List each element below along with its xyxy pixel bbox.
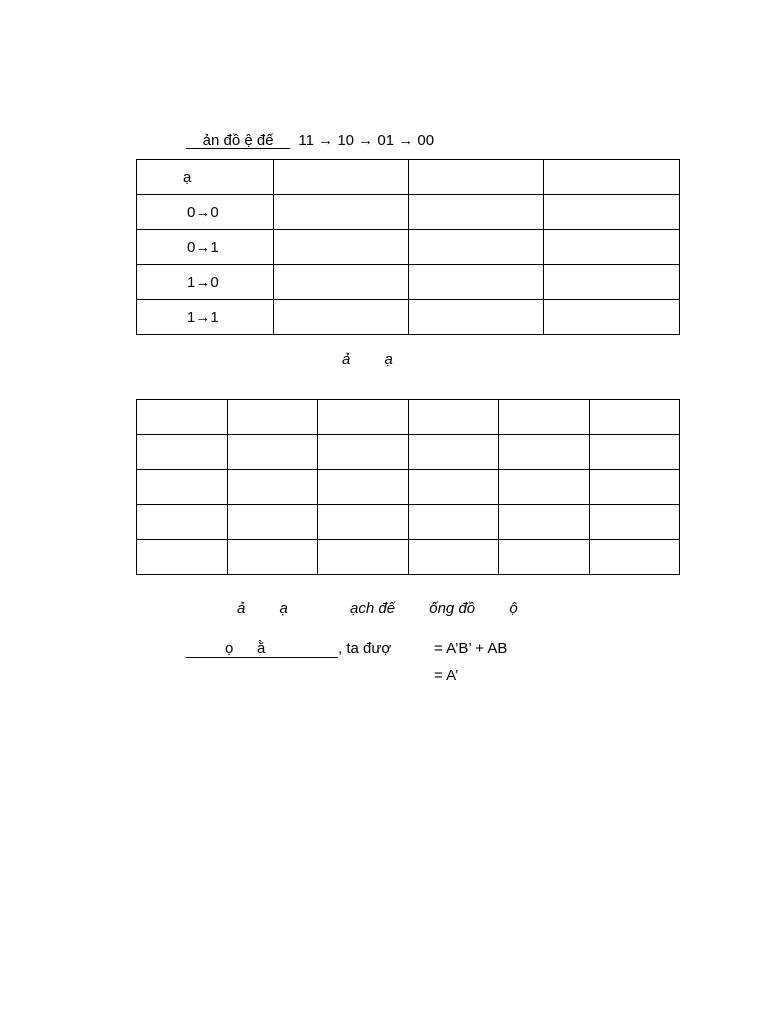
table-cell bbox=[274, 160, 409, 195]
table-cell bbox=[318, 540, 409, 575]
table-cell bbox=[589, 505, 680, 540]
table-cell bbox=[408, 505, 499, 540]
conclusion-underlined-a: ọ bbox=[225, 640, 234, 657]
table-cell bbox=[137, 470, 228, 505]
table-cell bbox=[408, 435, 499, 470]
table-cell bbox=[499, 435, 590, 470]
caption-fragment: ạ bbox=[279, 600, 288, 617]
table-cell bbox=[499, 540, 590, 575]
equation-line-1: = A’B’ + AB bbox=[434, 640, 508, 657]
caption-fragment: ống đồ bbox=[429, 600, 476, 617]
table-cell bbox=[137, 540, 228, 575]
table-cell bbox=[274, 230, 409, 265]
table-row bbox=[137, 435, 680, 470]
table-cell bbox=[589, 540, 680, 575]
table-cell bbox=[409, 265, 544, 300]
table-cell bbox=[409, 195, 544, 230]
table-cell bbox=[227, 540, 318, 575]
heading-line bbox=[186, 132, 434, 149]
table-cell bbox=[408, 470, 499, 505]
transition-cell: 1→1 bbox=[137, 300, 274, 335]
heading-sequence: 11 → 10 → 01 → 00 bbox=[298, 132, 435, 149]
conclusion-underline bbox=[186, 657, 338, 658]
caption-fragment: ạ bbox=[384, 351, 393, 368]
table2-caption bbox=[237, 600, 518, 617]
table-cell bbox=[137, 435, 228, 470]
conclusion-underlined-b: ằ bbox=[257, 640, 266, 657]
table-cell bbox=[227, 400, 318, 435]
conclusion-trailing-text: , ta đượ bbox=[338, 640, 392, 657]
table1-caption bbox=[342, 351, 393, 368]
caption-fragment: ả bbox=[237, 600, 246, 617]
table-cell bbox=[137, 400, 228, 435]
table-cell bbox=[227, 470, 318, 505]
table-row bbox=[137, 470, 680, 505]
table-cell bbox=[227, 505, 318, 540]
table-cell bbox=[318, 470, 409, 505]
caption-fragment: ả bbox=[342, 351, 351, 368]
table-row bbox=[137, 160, 680, 195]
heading-underlined: ản đồ ệ đế bbox=[202, 132, 274, 149]
table-cell bbox=[318, 435, 409, 470]
table-cell bbox=[589, 470, 680, 505]
table-cell bbox=[227, 435, 318, 470]
caption-fragment: ạch đế bbox=[350, 600, 396, 617]
table-row bbox=[137, 265, 680, 300]
table-cell bbox=[499, 505, 590, 540]
table-cell bbox=[544, 230, 680, 265]
table-cell bbox=[499, 400, 590, 435]
equation-line-2: = A’ bbox=[434, 667, 459, 684]
table-cell bbox=[544, 300, 680, 335]
transition-cell: 0→0 bbox=[137, 195, 274, 230]
table-cell bbox=[137, 505, 228, 540]
table-cell bbox=[499, 470, 590, 505]
table-cell bbox=[544, 195, 680, 230]
transition-table bbox=[136, 159, 680, 335]
table-row bbox=[137, 540, 680, 575]
table-cell bbox=[589, 435, 680, 470]
state-table bbox=[136, 399, 680, 575]
table-header-cell: ạ bbox=[137, 160, 274, 195]
caption-fragment: ộ bbox=[509, 600, 518, 617]
table-cell bbox=[409, 160, 544, 195]
table-cell bbox=[544, 160, 680, 195]
table-cell bbox=[409, 300, 544, 335]
table-cell bbox=[318, 400, 409, 435]
transition-cell: 0→1 bbox=[137, 230, 274, 265]
table-row bbox=[137, 195, 680, 230]
table-row bbox=[137, 230, 680, 265]
transition-cell: 1→0 bbox=[137, 265, 274, 300]
table-cell bbox=[589, 400, 680, 435]
table-cell bbox=[409, 230, 544, 265]
table-row bbox=[137, 300, 680, 335]
table-cell bbox=[274, 300, 409, 335]
table-cell bbox=[408, 540, 499, 575]
table-cell bbox=[408, 400, 499, 435]
table-cell bbox=[274, 195, 409, 230]
table-row bbox=[137, 505, 680, 540]
table-cell bbox=[544, 265, 680, 300]
table-row bbox=[137, 400, 680, 435]
table-cell bbox=[274, 265, 409, 300]
table-cell bbox=[318, 505, 409, 540]
